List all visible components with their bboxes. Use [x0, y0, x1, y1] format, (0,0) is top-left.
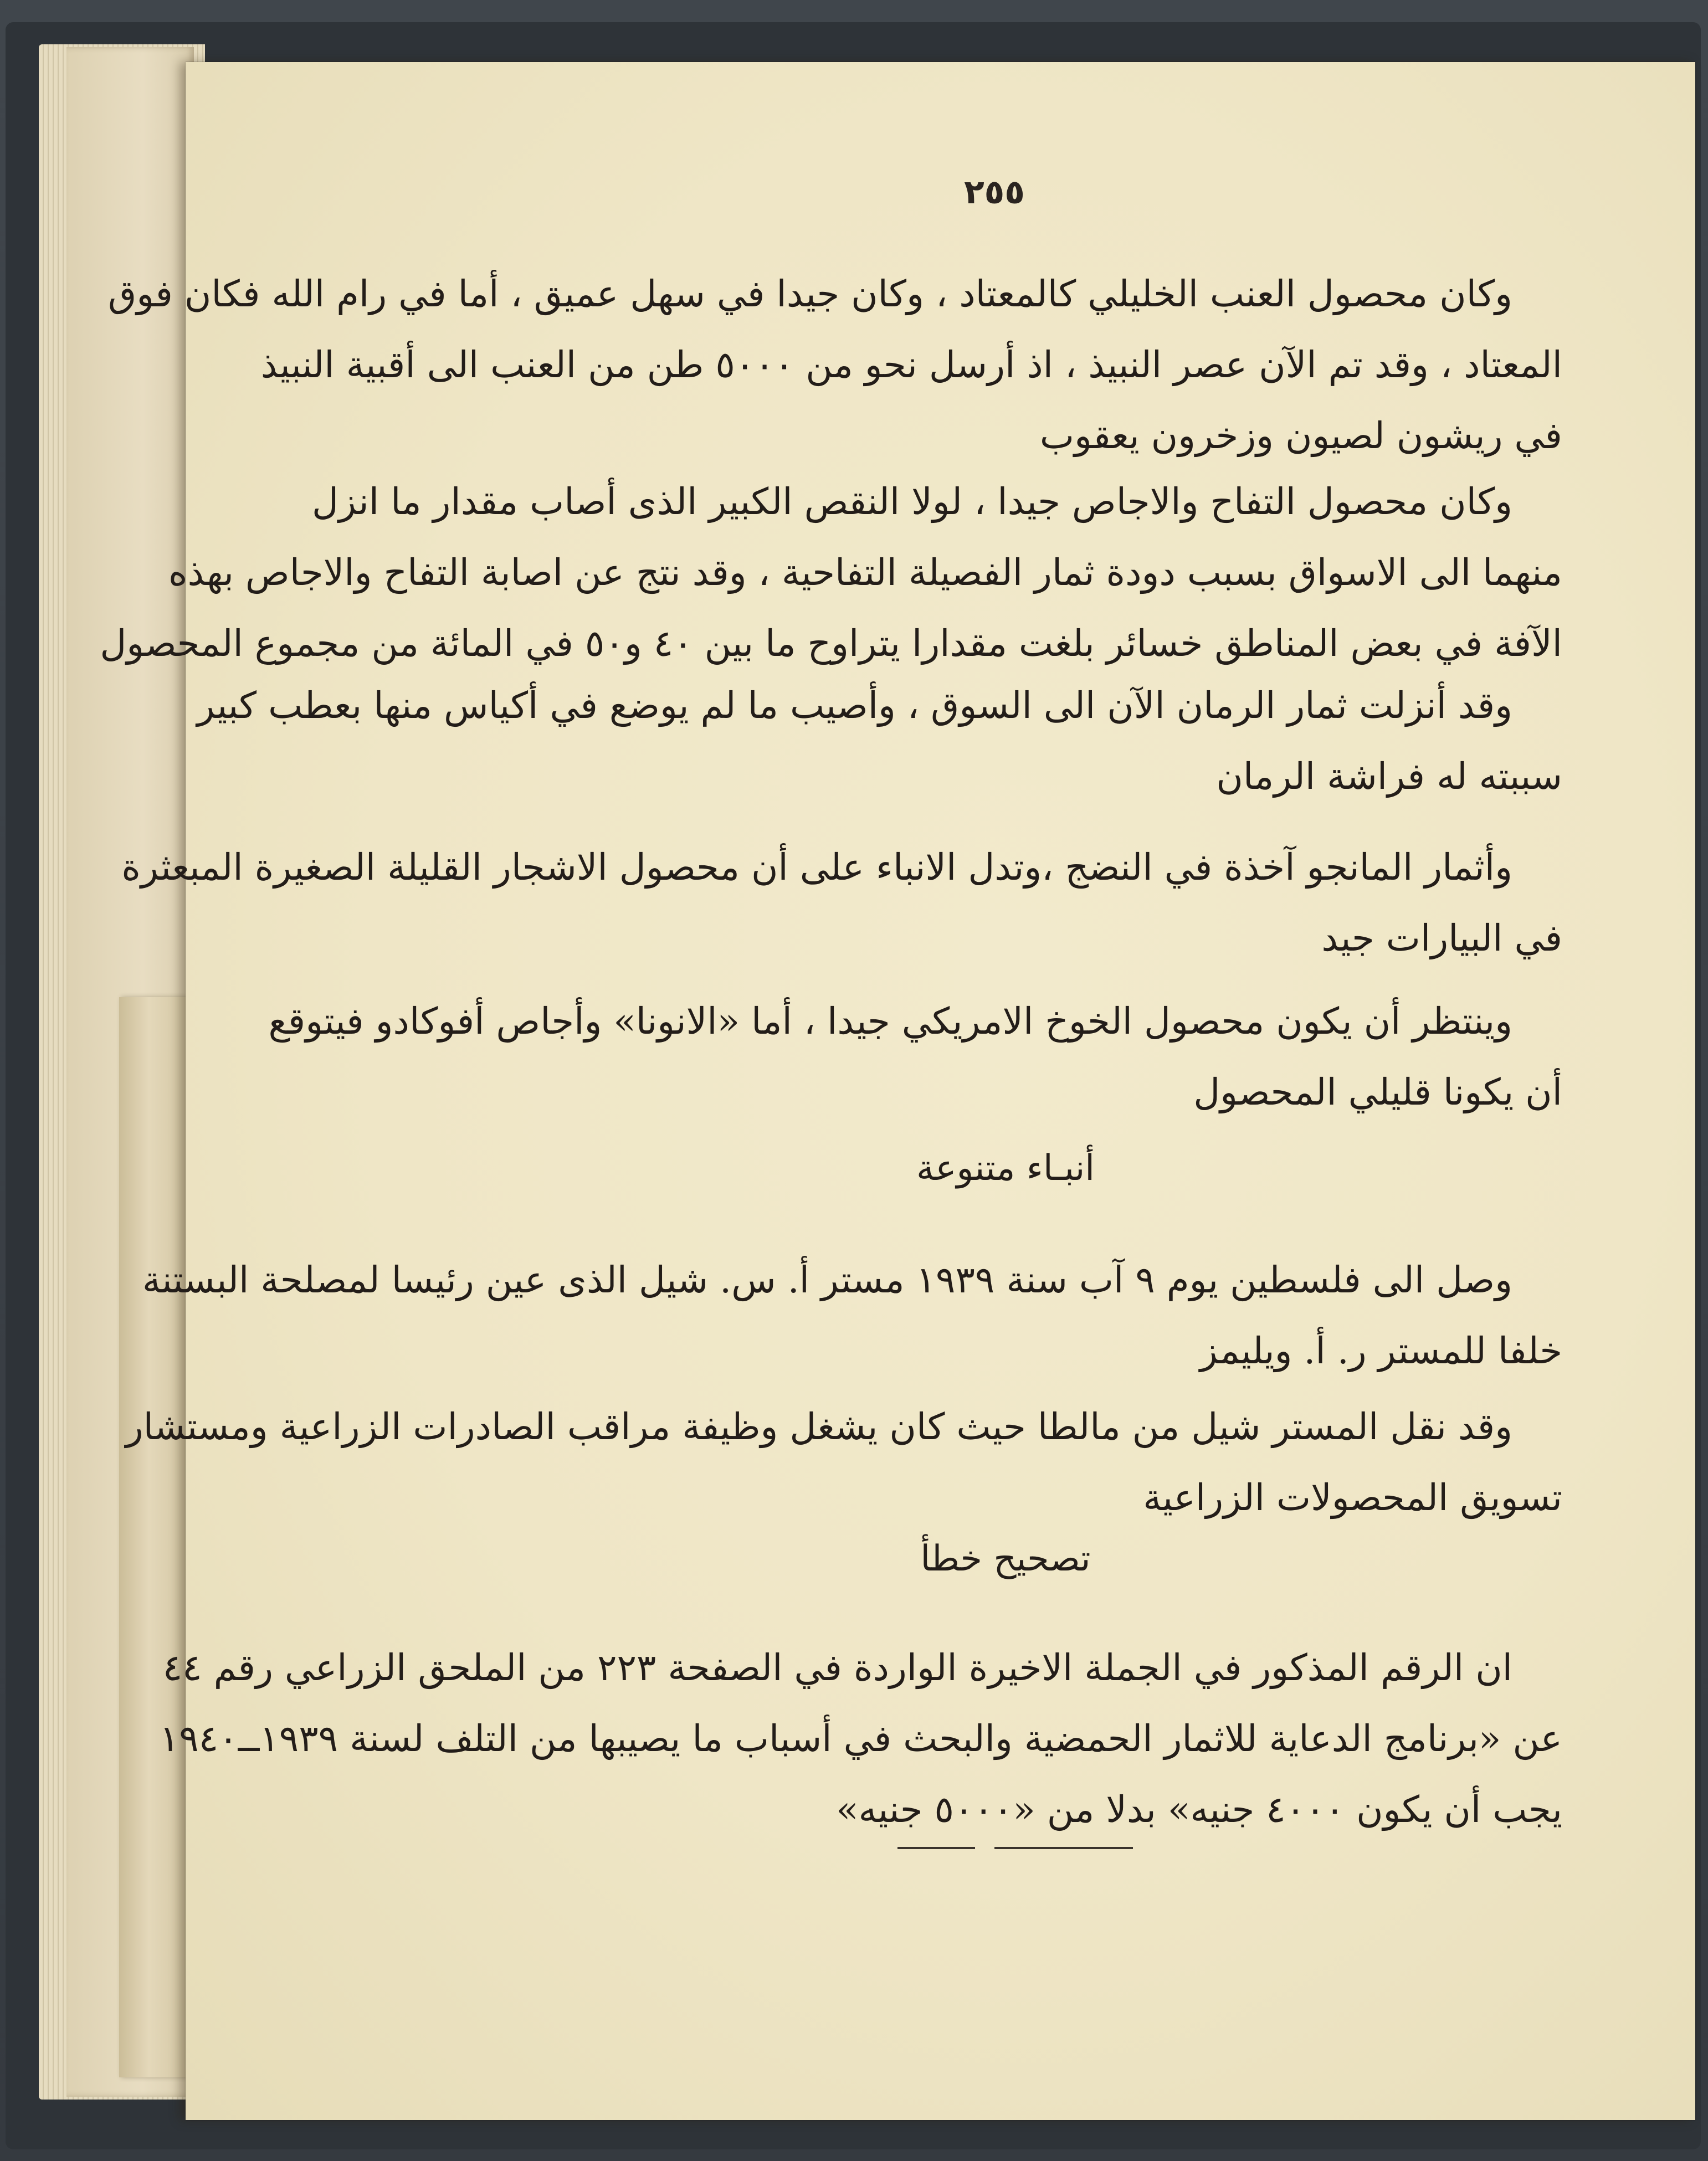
- text-line: خلفا للمستر ر. أ. ويليمز: [1199, 1330, 1562, 1372]
- closing-rule-left: [897, 1847, 975, 1849]
- text-line: منهما الى الاسواق بسبب دودة ثمار الفصيلة التفاحية ، وقد نتج عن اصابة التفاح والاجاص بهذه: [168, 551, 1562, 594]
- text-line: المعتاد ، وقد تم الآن عصر النبيذ ، اذ أرسل نحو من ٥٠٠٠ طن من العنب الى أقبية النبيذ: [260, 343, 1562, 386]
- text-line: الآفة في بعض المناطق خسائر بلغت مقدارا يتراوح ما بين ٤٠ و٥٠ في المائة من مجموع المحصول: [100, 622, 1562, 665]
- text-line: تسويق المحصولات الزراعية: [1143, 1476, 1562, 1519]
- text-line: وأثمار المانجو آخذة في النضج ،وتدل الانباء على أن محصول الاشجار القليلة الصغيرة المبعثرة: [121, 846, 1512, 889]
- closing-rule-right: [994, 1847, 1133, 1849]
- paragraph-pomegranates: [197, 670, 1562, 812]
- text-line: أن يكونا قليلي المحصول: [1193, 1071, 1562, 1113]
- paragraph-apples-pears: [100, 466, 1562, 679]
- text-line: وقد أنزلت ثمار الرمان الآن الى السوق ، وأصيب ما لم يوضع في أكياس منها بعطب كبير: [197, 684, 1512, 727]
- text-line: وينتظر أن يكون محصول الخوخ الامريكي جيدا ، أما «الانونا» وأجاص أفوكادو فيتوقع: [268, 1000, 1512, 1043]
- paragraph-news-arrival: [142, 1245, 1562, 1387]
- text-line: وكان محصول العنب الخليلي كالمعتاد ، وكان جيدا في سهل عميق ، أما في رام الله فكان فوق: [108, 273, 1512, 315]
- text-line: وقد نقل المستر شيل من مالطا حيث كان يشغل وظيفة مراقب الصادرات الزراعية ومستشار: [125, 1405, 1512, 1448]
- text-line: في ريشون لصيون وزخرون يعقوب: [1039, 414, 1562, 457]
- section-heading-news: أنبـاء متنوعة: [916, 1148, 1095, 1189]
- text-line: في البيارات جيد: [1321, 917, 1562, 959]
- paragraph-news-transfer: [125, 1392, 1562, 1533]
- section-heading-correction: تصحيح خطأ: [920, 1538, 1091, 1579]
- text-line: يجب أن يكون ٤٠٠٠ جنيه» بدلا من «٥٠٠٠ جنيه»: [836, 1788, 1562, 1831]
- paragraph-mango: [121, 832, 1562, 974]
- paragraph-grapes: [108, 259, 1562, 471]
- paragraph-correction: [159, 1633, 1562, 1845]
- book-page: [100, 62, 1695, 2120]
- text-line: وصل الى فلسطين يوم ٩ آب سنة ١٩٣٩ مستر أ. س. شيل الذى عين رئيسا لمصلحة البستنة: [142, 1259, 1512, 1301]
- folded-page-strip: [119, 997, 186, 2077]
- text-line: ان الرقم المذكور في الجملة الاخيرة الواردة في الصفحة ٢٢٣ من الملحق الزراعي رقم ٤٤: [162, 1646, 1512, 1689]
- text-line: سببته له فراشة الرمان: [1216, 755, 1562, 798]
- paragraph-peaches: [268, 986, 1562, 1128]
- text-line: عن «برنامج الدعاية للاثمار الحمضية والبحث في أسباب ما يصيبها من التلف لسنة ١٩٣٩ــ١٩٤٠: [159, 1717, 1562, 1760]
- text-line: وكان محصول التفاح والاجاص جيدا ، لولا النقص الكبير الذى أصاب مقدار ما انزل: [312, 480, 1512, 523]
- page-number: ٢٥٥: [964, 173, 1025, 212]
